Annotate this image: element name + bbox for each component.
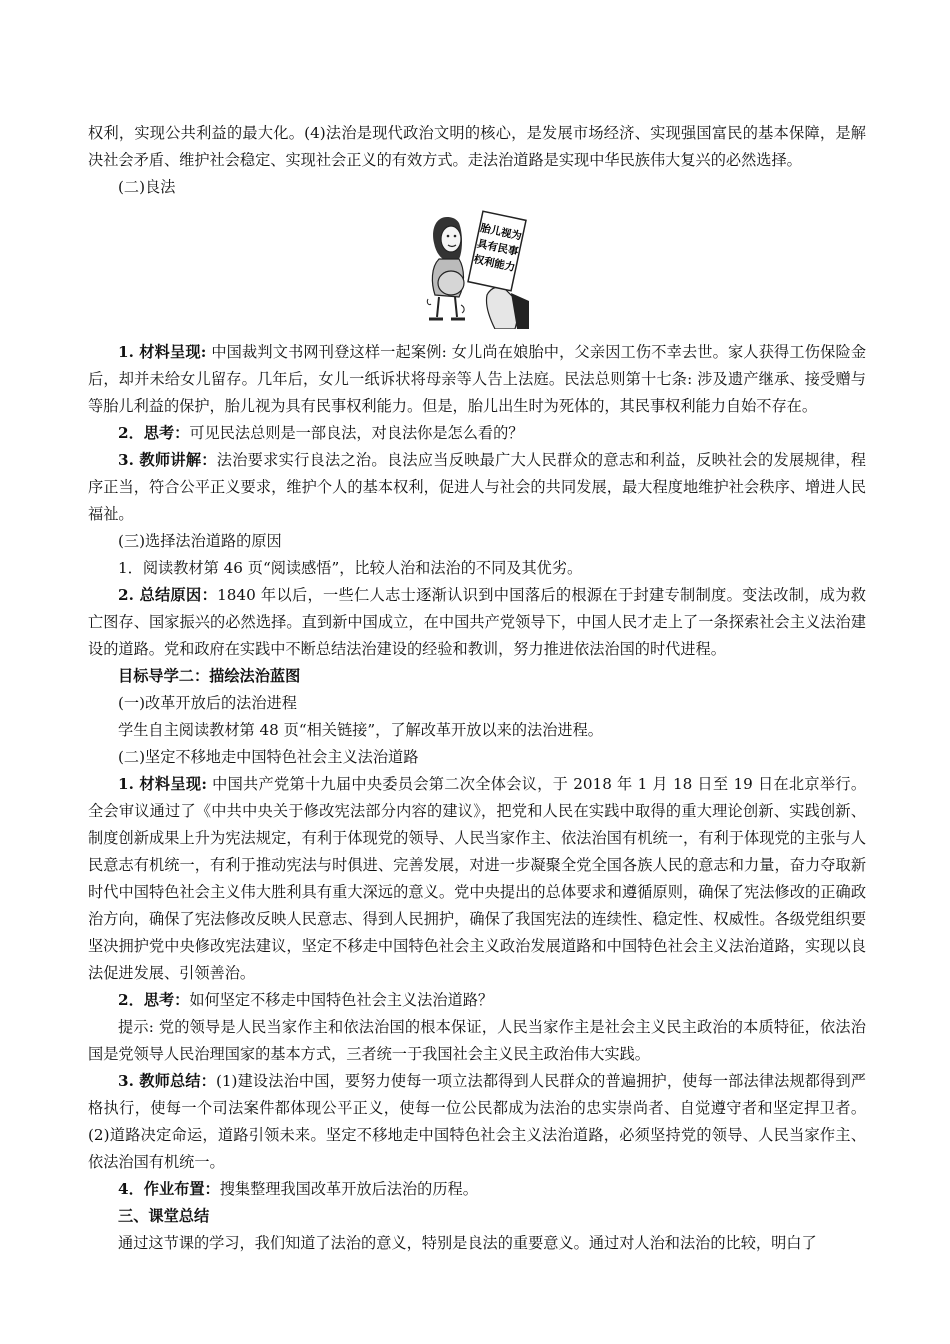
section-heading-reform: (一)改革开放后的法治进程 [118,694,297,712]
illustration-pregnant-woman-sign [88,205,866,333]
label-think-2: 2．思考： [118,991,190,1009]
label-summary-reasons: 2. 总结原因： [118,586,218,604]
sign-line-2: 具有民事 [475,237,520,259]
paragraph-teacher-explain [88,447,866,528]
label-material-2: 1. 材料呈现: [118,775,207,793]
paragraph-hint: 提示: 党的领导是人民当家作主和依法治国的根本保证，人民当家作主是社会主义民主政治的本质特征，依法治国是党领导人民治理国家的基本方式，三者统一于我国社会主义民主政治伟大实践。 [88,1018,866,1063]
paragraph-summary-reasons [88,582,866,663]
section-heading-class-summary: 三、课堂总结 [118,1207,210,1225]
paragraph-think-2 [88,987,866,1014]
label-material-1: 1. 材料呈现: [118,343,207,361]
text-teacher-summary: (1)建设法治中国，要努力使每一项立法都得到人民群众的普遍拥护，使每一部法律法规都得到严格执行，使每一个司法案件都体现公平正义，使每一位公民都成为法治的忠实崇尚者、自觉遵守者和坚定捍卫者。(2)道路决定命运，道路引领未来。坚定不移地走中国特色社会主义法治道路，必须坚持党的领导、人民当家作主、依法治国有机统一。 [88,1072,866,1171]
label-teacher-summary: 3. 教师总结： [118,1072,216,1090]
paragraph-reading-46: 1．阅读教材第 46 页“阅读感悟”，比较人治和法治的不同及其优劣。 [118,559,583,577]
paragraph-material-2 [88,771,866,987]
document-page [88,120,866,1257]
paragraph-think-1 [88,420,866,447]
paragraph-homework [88,1176,866,1203]
text-material-1: 中国裁判文书网刊登这样一起案例: 女儿尚在娘胎中，父亲因工伤不幸去世。家人获得工伤保险金后，却并未给女儿留存。几年后，女儿一纸诉状将母亲等人告上法庭。民法总则第十七条: 涉及遗产继承、接受赠与等胎儿利益的保护，胎儿视为具有民事权利能力。但是，胎儿出生时为死体的，其民事权利能力自始不存在。 [88,343,867,415]
paragraph-self-reading-48: 学生自主阅读教材第 48 页“相关链接”，了解改革开放以来的法治进程。 [118,721,603,739]
cartoon-illustration [425,209,529,329]
goal-heading-2: 目标导学二：描绘法治蓝图 [118,667,301,685]
section-heading-liangfa: (二)良法 [118,178,176,196]
text-summary-reasons: 1840 年以后，一些仁人志士逐渐认识到中国落后的根源在于封建专制制度。变法改制，成为救亡图存、国家振兴的必然选择。直到新中国成立，在中国共产党领导下，中国人民才走上了一条探索社会主义法治建设的道路。党和政府在实践中不断总结法治建设的经验和教训，努力推进依法治国的时代进程。 [88,586,866,658]
text-material-2: 中国共产党第十九届中央委员会第二次全体会议，于 2018 年 1 月 18 日至 19 日在北京举行。全会审议通过了《中共中央关于修改宪法部分内容的建议》，把党和人民在实践中取得的重大理论创新、实践创新、制度创新成果上升为宪法规定，有利于体现党的领导、人民当家作主、依法治国有机统一，有利于体现党的主张与人民意志有机统一，有利于推动宪法与时俱进、完善发展，对进一步凝聚全党全国各族人民的意志和力量，奋力夺取新时代中国特色社会主义伟大胜利具有重大深远的意义。党中央提出的总体要求和遵循原则，确保了宪法修改的正确政治方向，确保了宪法修改反映人民意志、得到人民拥护，确保了我国宪法的连续性、稳定性、权威性。各级党组织要坚决拥护党中央修改宪法建议，坚定不移走中国特色社会主义政治发展道路和中国特色社会主义法治道路，实现以良法促进发展、引领善治。 [88,775,867,982]
paragraph-material-1 [88,339,866,420]
woman-face [441,226,461,252]
legal-sign [468,211,526,291]
section-heading-reasons: (三)选择法治道路的原因 [118,532,282,550]
text-homework: 搜集整理我国改革开放后法治的历程。 [219,1180,478,1198]
text-think-1: 可见民法总则是一部良法，对良法你是怎么看的？ [189,424,524,442]
label-homework: 4．作业布置： [118,1180,220,1198]
paragraph-teacher-summary [88,1068,866,1176]
label-teacher-explain: 3. 教师讲解： [118,451,217,469]
sign-line-3: 权利能力 [472,253,517,274]
section-heading-firm-path: (二)坚定不移地走中国特色社会主义法治道路 [118,748,419,766]
sign-line-1: 胎儿视为 [479,222,523,243]
text-teacher-explain: 法治要求实行良法之治。良法应当反映最广大人民群众的意志和利益，反映社会的发展规律，程序正当，符合公平正义要求，维护个人的基本权利，促进人与社会的共同发展，最大程度地维护社会秩序、增进人民福祉。 [88,451,866,523]
intro-paragraph: 权利，实现公共利益的最大化。(4)法治是现代政治文明的核心，是发展市场经济、实现强国富民的基本保障，是解决社会矛盾、维护社会稳定、实现社会正义的有效方式。走法治道路是实现中华民族伟大复兴的必然选择。 [88,124,866,169]
label-think-1: 2．思考： [118,424,190,442]
paragraph-last: 通过这节课的学习，我们知道了法治的意义，特别是良法的重要意义。通过对人治和法治的比较，明白了 [118,1234,817,1252]
text-think-2: 如何坚定不移走中国特色社会主义法治道路？ [189,991,494,1009]
pregnant-belly [438,271,464,295]
